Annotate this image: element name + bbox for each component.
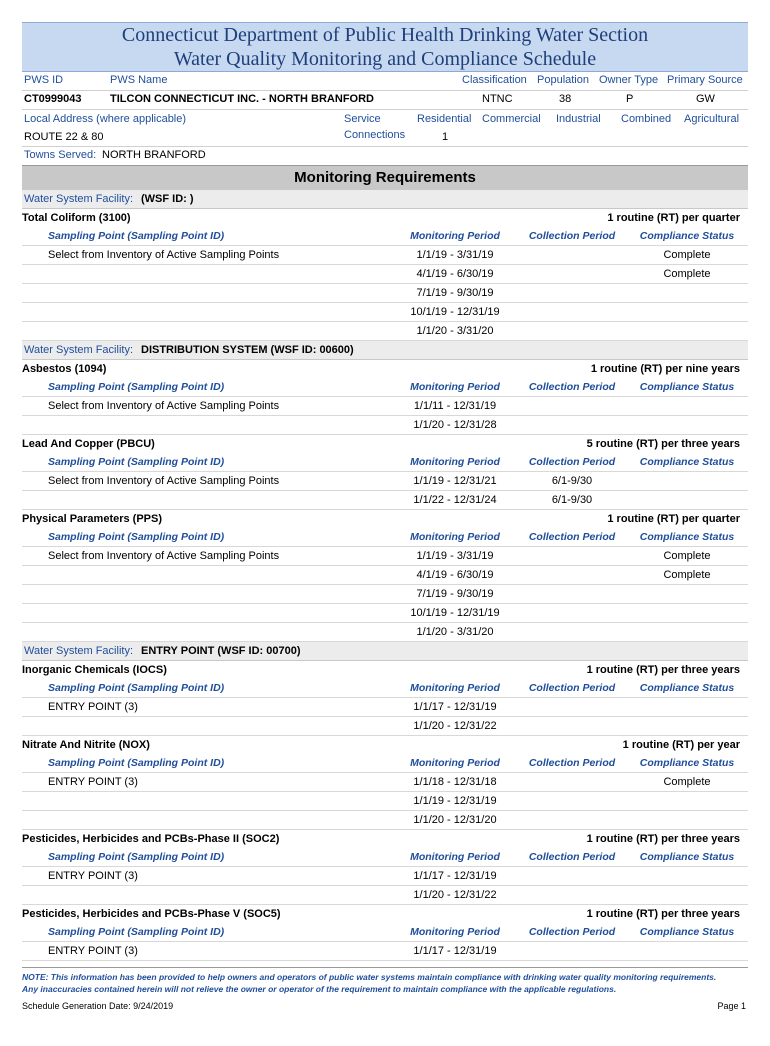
analyte-header [22, 905, 748, 923]
document-title [22, 22, 748, 72]
population-label: Population [537, 74, 589, 86]
col-monitoring-period: Monitoring Period [410, 926, 500, 938]
column-header-row [22, 453, 748, 472]
primary-source-value: GW [696, 93, 715, 105]
monitoring-period: 4/1/19 - 6/30/19 [416, 569, 494, 581]
column-header-row [22, 923, 748, 942]
col-sampling-point: Sampling Point (Sampling Point ID) [48, 682, 225, 694]
col-sampling-point: Sampling Point (Sampling Point ID) [48, 757, 225, 769]
sampling-point: ENTRY POINT (3) [48, 701, 138, 713]
col-compliance-status: Compliance Status [639, 926, 735, 938]
compliance-status: Complete [663, 776, 711, 788]
analyte-frequency: 1 routine (RT) per three years [586, 908, 740, 920]
analyte-frequency: 1 routine (RT) per quarter [607, 212, 740, 224]
col-compliance-status: Compliance Status [639, 757, 735, 769]
col-monitoring-period: Monitoring Period [410, 682, 500, 694]
commercial-label: Commercial [482, 113, 541, 125]
col-collection-period: Collection Period [528, 456, 616, 468]
facility-name: DISTRIBUTION SYSTEM (WSF ID: 00600) [141, 344, 354, 356]
col-sampling-point: Sampling Point (Sampling Point ID) [48, 926, 225, 938]
monitoring-period: 1/1/20 - 3/31/20 [416, 626, 494, 638]
industrial-label: Industrial [556, 113, 601, 125]
analyte-name: Inorganic Chemicals (IOCS) [22, 664, 167, 676]
monitoring-period: 1/1/19 - 3/31/19 [416, 249, 494, 261]
collection-period: 6/1-9/30 [551, 475, 593, 487]
col-sampling-point: Sampling Point (Sampling Point ID) [48, 851, 225, 863]
local-address-label: Local Address (where applicable) [24, 113, 187, 125]
monitoring-period: 7/1/19 - 9/30/19 [416, 287, 494, 299]
sampling-point: ENTRY POINT (3) [48, 776, 138, 788]
monitoring-period: 1/1/20 - 3/31/20 [416, 325, 494, 337]
analyte-header [22, 209, 748, 227]
analyte-header [22, 510, 748, 528]
monitoring-period: 1/1/19 - 3/31/19 [416, 550, 494, 562]
analyte-frequency: 1 routine (RT) per quarter [607, 513, 740, 525]
table-row [22, 284, 748, 303]
owner-type-label: Owner Type [599, 74, 659, 86]
pws-name-value: TILCON CONNECTICUT INC. - NORTH BRANFORD [110, 93, 374, 105]
note-line-1: NOTE: This information has been provided to help owners and operators of public water systems maintain compliance with drinking water quality monitoring requirements. [22, 972, 717, 982]
monitoring-period: 1/1/19 - 12/31/19 [413, 795, 497, 807]
service-label-1: Service [344, 113, 381, 125]
analyte-name: Total Coliform (3100) [22, 212, 131, 224]
collection-period: 6/1-9/30 [551, 494, 593, 506]
col-monitoring-period: Monitoring Period [410, 531, 500, 543]
table-row [22, 604, 748, 623]
facility-label: Water System Facility: [24, 344, 133, 356]
owner-type-value: P [626, 93, 634, 105]
col-compliance-status: Compliance Status [639, 531, 735, 543]
title-line-1: Connecticut Department of Public Health Drinking Water Section [121, 24, 649, 46]
table-row [22, 773, 748, 792]
schedule-page [22, 22, 748, 1017]
sampling-point: ENTRY POINT (3) [48, 945, 138, 957]
analyte-name: Nitrate And Nitrite (NOX) [22, 739, 150, 751]
facility-name: ENTRY POINT (WSF ID: 00700) [141, 645, 301, 657]
agricultural-label: Agricultural [684, 113, 740, 125]
sampling-point: Select from Inventory of Active Sampling Points [48, 475, 280, 487]
system-values-row [22, 91, 748, 110]
page-number: Page 1 [717, 1001, 746, 1011]
analyte-name: Pesticides, Herbicides and PCBs-Phase V (SOC5) [22, 908, 281, 920]
page-footer [22, 1001, 748, 1017]
pws-name-label: PWS Name [110, 74, 168, 86]
col-collection-period: Collection Period [528, 381, 616, 393]
pws-id-label: PWS ID [24, 74, 64, 86]
analyte-header [22, 360, 748, 378]
monitoring-period: 7/1/19 - 9/30/19 [416, 588, 494, 600]
analyte-frequency: 1 routine (RT) per three years [586, 664, 740, 676]
facility-label: Water System Facility: [24, 645, 133, 657]
col-compliance-status: Compliance Status [639, 381, 735, 393]
analyte-header [22, 830, 748, 848]
pws-id-value: CT0999043 [24, 93, 82, 105]
monitoring-period: 10/1/19 - 12/31/19 [410, 607, 500, 619]
table-row [22, 547, 748, 566]
monitoring-period: 1/1/17 - 12/31/19 [413, 701, 497, 713]
monitoring-period: 1/1/11 - 12/31/19 [413, 400, 497, 412]
column-header-row [22, 848, 748, 867]
column-header-row [22, 227, 748, 246]
col-monitoring-period: Monitoring Period [410, 381, 500, 393]
table-row [22, 246, 748, 265]
generation-date: 9/24/2019 [133, 1001, 174, 1011]
col-collection-period: Collection Period [528, 682, 616, 694]
analyte-frequency: 5 routine (RT) per three years [586, 438, 740, 450]
analyte-header [22, 736, 748, 754]
note [22, 967, 748, 995]
analyte-name: Asbestos (1094) [22, 363, 107, 375]
table-row [22, 322, 748, 341]
table-row [22, 566, 748, 585]
monitoring-period: 1/1/22 - 12/31/24 [413, 494, 497, 506]
col-compliance-status: Compliance Status [639, 682, 735, 694]
col-sampling-point: Sampling Point (Sampling Point ID) [48, 456, 225, 468]
col-sampling-point: Sampling Point (Sampling Point ID) [48, 381, 225, 393]
table-row [22, 698, 748, 717]
col-compliance-status: Compliance Status [639, 456, 735, 468]
compliance-status: Complete [663, 268, 711, 280]
table-row [22, 397, 748, 416]
table-row [22, 942, 748, 961]
monitoring-period: 4/1/19 - 6/30/19 [416, 268, 494, 280]
primary-source-label: Primary Source [667, 74, 743, 86]
compliance-status: Complete [663, 249, 711, 261]
table-row [22, 416, 748, 435]
monitoring-period: 1/1/20 - 12/31/22 [413, 889, 497, 901]
table-row [22, 886, 748, 905]
population-value: 38 [559, 93, 572, 105]
combined-label: Combined [621, 113, 672, 125]
analyte-frequency: 1 routine (RT) per nine years [590, 363, 740, 375]
column-header-row [22, 754, 748, 773]
analyte-header [22, 661, 748, 679]
column-header-row [22, 528, 748, 547]
facility-header [22, 190, 748, 209]
service-label-2: Connections [344, 129, 406, 141]
sampling-point: Select from Inventory of Active Sampling Points [48, 400, 280, 412]
monitoring-period: 1/1/17 - 12/31/19 [413, 945, 497, 957]
analyte-name: Physical Parameters (PPS) [22, 513, 163, 525]
classification-value: NTNC [482, 93, 513, 105]
table-row [22, 491, 748, 510]
monitoring-period: 1/1/20 - 12/31/22 [413, 720, 497, 732]
classification-label: Classification [462, 74, 527, 86]
col-compliance-status: Compliance Status [639, 230, 735, 242]
sampling-point: ENTRY POINT (3) [48, 870, 138, 882]
monitoring-period: 1/1/19 - 12/31/21 [413, 475, 497, 487]
generation-label: Schedule Generation Date: [22, 1001, 131, 1011]
facilities-list [22, 190, 748, 961]
col-collection-period: Collection Period [528, 531, 616, 543]
note-line-2: Any inaccuracies contained herein will not relieve the owner or operator of the requirement to maintain compliance with the applicable regulations. [22, 984, 617, 994]
table-row [22, 265, 748, 284]
table-row [22, 811, 748, 830]
monitoring-period: 1/1/18 - 12/31/18 [413, 776, 497, 788]
sampling-point: Select from Inventory of Active Sampling Points [48, 550, 280, 562]
column-header-row [22, 378, 748, 397]
col-monitoring-period: Monitoring Period [410, 851, 500, 863]
local-address-value: ROUTE 22 & 80 [24, 131, 104, 143]
residential-value: 1 [442, 131, 449, 143]
col-compliance-status: Compliance Status [639, 851, 735, 863]
residential-label: Residential [417, 113, 472, 125]
facility-header [22, 341, 748, 360]
analyte-name: Lead And Copper (PBCU) [22, 438, 155, 450]
facility-label: Water System Facility: [24, 193, 133, 205]
towns-label: Towns Served: [24, 149, 97, 161]
col-collection-period: Collection Period [528, 851, 616, 863]
table-row [22, 867, 748, 886]
table-row [22, 623, 748, 642]
col-monitoring-period: Monitoring Period [410, 757, 500, 769]
col-monitoring-period: Monitoring Period [410, 230, 500, 242]
facility-name: (WSF ID: ) [141, 193, 194, 205]
system-labels-row [22, 72, 748, 91]
monitoring-period: 1/1/20 - 12/31/28 [413, 419, 497, 431]
table-row [22, 717, 748, 736]
address-row [22, 110, 748, 147]
title-line-2: Water Quality Monitoring and Compliance Schedule [173, 48, 597, 70]
monitoring-period: 10/1/19 - 12/31/19 [410, 306, 500, 318]
col-collection-period: Collection Period [528, 757, 616, 769]
towns-row [22, 147, 748, 165]
table-row [22, 472, 748, 491]
col-monitoring-period: Monitoring Period [410, 456, 500, 468]
analyte-frequency: 1 routine (RT) per three years [586, 833, 740, 845]
facility-header [22, 642, 748, 661]
col-collection-period: Collection Period [528, 230, 616, 242]
table-row [22, 303, 748, 322]
monitoring-period: 1/1/17 - 12/31/19 [413, 870, 497, 882]
compliance-status: Complete [663, 550, 711, 562]
section-title: Monitoring Requirements [22, 165, 748, 190]
analyte-name: Pesticides, Herbicides and PCBs-Phase II (SOC2) [22, 833, 280, 845]
col-sampling-point: Sampling Point (Sampling Point ID) [48, 230, 225, 242]
table-row [22, 792, 748, 811]
analyte-frequency: 1 routine (RT) per year [622, 739, 740, 751]
sampling-point: Select from Inventory of Active Sampling Points [48, 249, 280, 261]
col-sampling-point: Sampling Point (Sampling Point ID) [48, 531, 225, 543]
towns-value: NORTH BRANFORD [102, 149, 206, 161]
monitoring-period: 1/1/20 - 12/31/20 [413, 814, 497, 826]
analyte-header [22, 435, 748, 453]
col-collection-period: Collection Period [528, 926, 616, 938]
compliance-status: Complete [663, 569, 711, 581]
table-row [22, 585, 748, 604]
column-header-row [22, 679, 748, 698]
